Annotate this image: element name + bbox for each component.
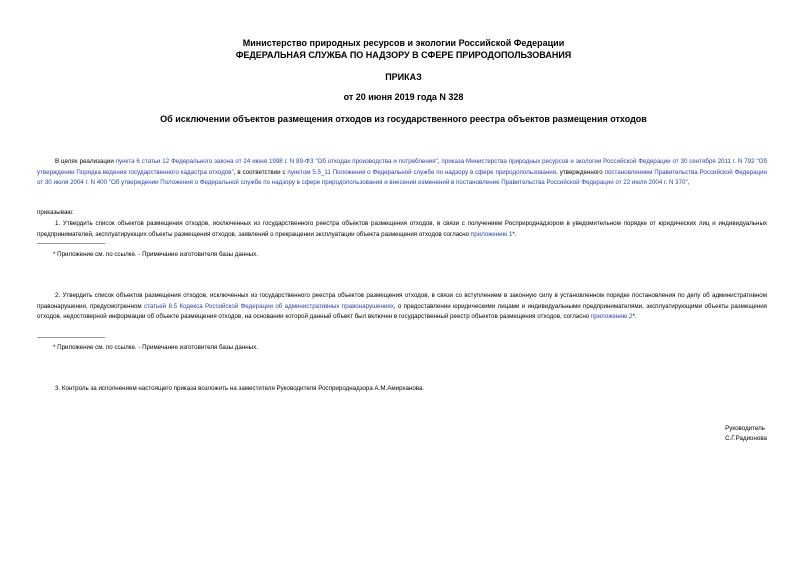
page-title: Об исключении объектов размещения отходов из государственного реестра объектов размещения отходов bbox=[160, 114, 647, 124]
preamble-text: , bbox=[687, 179, 690, 186]
signature-block bbox=[725, 424, 767, 444]
footnote-1: * Приложение см. по ссылке. - Примечание изготовителя базы данных. bbox=[53, 251, 258, 258]
signatory-name: С.Г.Радионова bbox=[725, 435, 767, 442]
item-2 bbox=[37, 291, 767, 323]
link-federal-law[interactable]: пункта 6 статьи 12 Федерального закона от 24 июня 1998 г. N 89-ФЗ "Об отходах производства и потребления" bbox=[115, 158, 438, 165]
signatory-position: Руководитель bbox=[725, 425, 765, 432]
item-1-text: 1. Утвердить список объектов размещения отходов, исключенных из государственного реестра объектов размещения отходов, в связи с получением Росприроднадзором в уведомительном порядке от юридических лиц и индивидуальных предпринимателей, эксплуатирующих объекты размещения отходов, заявлений о прекращении эксплуатации объекта размещения отходов согласно bbox=[37, 220, 767, 238]
link-ministry-order[interactable]: приказа Министерства природных ресурсов и экологии Российской Федерации от 30 сентября 2011 г. N 792 "Об утверждении Порядка ведения государственного кадастра отходов" bbox=[37, 158, 767, 176]
ministry-name: Министерство природных ресурсов и экологии Российской Федерации bbox=[242, 38, 565, 48]
item-2-mid: , о предоставлении юридическими лицами и индивидуальными предпринимателями, эксплуатирующими объекты размещения отходов, недостоверной информации об объекте размещения отходов, на основании которой данный объект был включен в государственный реестр объектов размещения отходов, согласно bbox=[37, 302, 768, 320]
preamble bbox=[37, 157, 767, 189]
footnote-2: * Приложение см. по ссылке. - Примечание изготовителя базы данных. bbox=[53, 344, 258, 351]
preamble-text: , утвержденного bbox=[556, 168, 605, 176]
date-number: от 20 июня 2019 года N 328 bbox=[343, 92, 464, 102]
item-3: 3. Контроль за исполнением настоящего приказа возложить на заместителя Руководителя Росприроднадзора А.М.Амирханова. bbox=[55, 385, 425, 392]
item-1-tail: *. bbox=[512, 230, 517, 238]
order-word: приказываю: bbox=[37, 209, 74, 216]
link-regulation-point[interactable]: пунктом 5.5_11 Положения о Федеральной службе по надзору в сфере природопользования bbox=[287, 168, 557, 176]
link-government-decree[interactable]: постановлением Правительства Российской Федерации от 30 июля 2004 г. N 400 "Об утверждении Положения о Федеральной службе по надзору в сфере природопользования и внесении изменений в постановление Правительства Российской Федерации от 22 июля 2004 г. N 370" bbox=[37, 168, 767, 186]
doc-type: ПРИКАЗ bbox=[385, 72, 422, 82]
preamble-text: В целях реализации bbox=[55, 158, 116, 165]
item-1 bbox=[37, 219, 767, 240]
preamble-text: , bbox=[437, 158, 442, 165]
footnote-divider bbox=[37, 337, 105, 338]
service-name: ФЕДЕРАЛЬНАЯ СЛУЖБА ПО НАДЗОРУ В СФЕРЕ ПРИРОДОПОЛЬЗОВАНИЯ bbox=[235, 50, 572, 60]
link-appendix-1[interactable]: приложению 1 bbox=[470, 230, 513, 238]
link-appendix-2[interactable]: приложению 2 bbox=[590, 313, 633, 320]
footnote-divider bbox=[37, 243, 105, 244]
preamble-text: , в соответствии с bbox=[233, 168, 288, 176]
item-2-tail: *. bbox=[632, 313, 637, 320]
item-2-text: 2. Утвердить список объектов размещения отходов, исключенных из государственного реестра объектов размещения отходов, в связи со вступлением в законную силу в установленном порядке постановления по делу об административном правонарушении, предусмотренном bbox=[37, 292, 767, 310]
link-admin-code[interactable]: статьей 8.5 Кодекса Российской Федерации об административных правонарушениях bbox=[144, 302, 394, 310]
